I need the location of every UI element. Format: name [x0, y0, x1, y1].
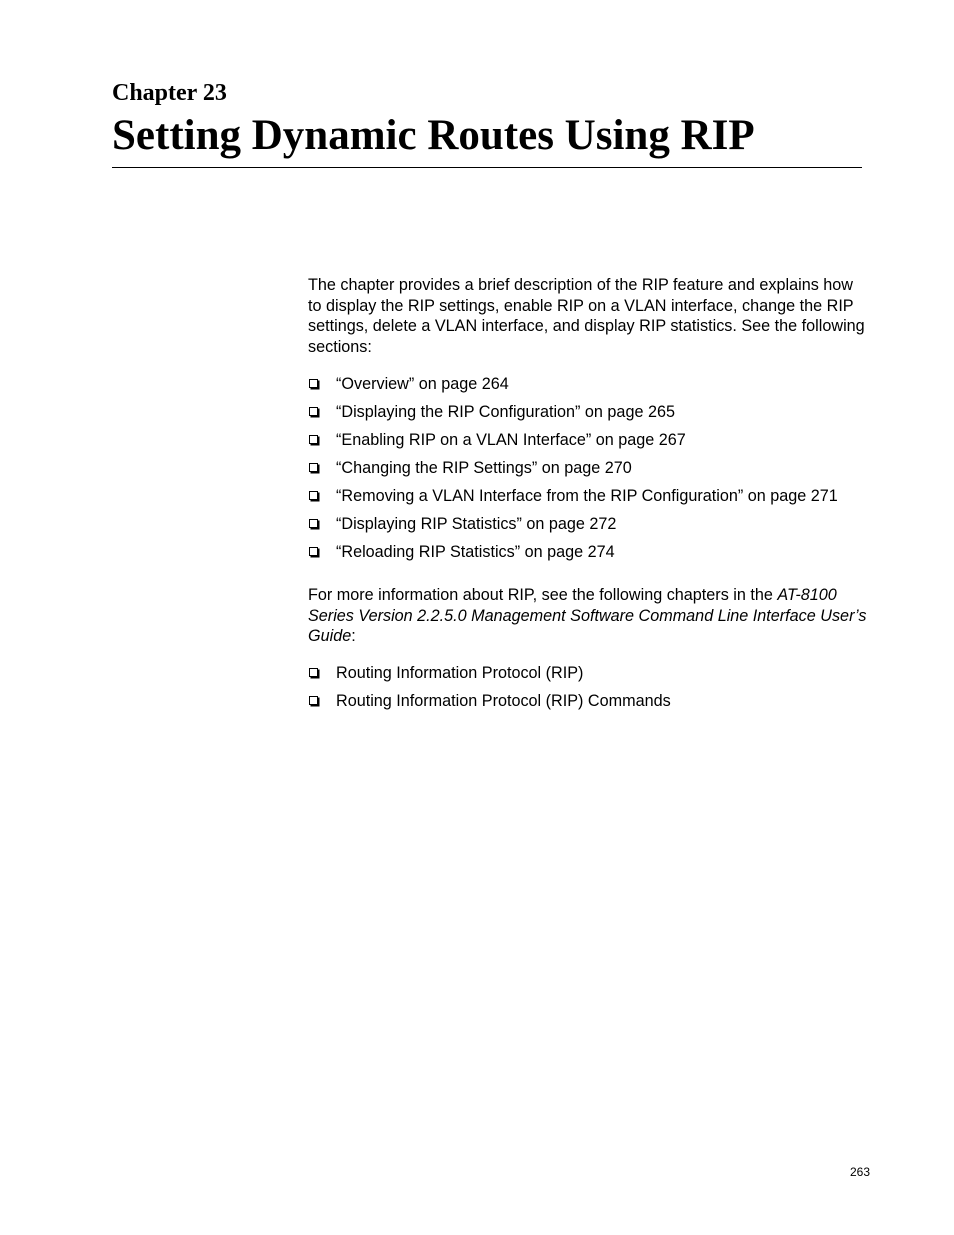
more-info-paragraph — [308, 585, 873, 647]
checkbox-bullet-icon — [309, 435, 318, 444]
section-link-label[interactable]: “Enabling RIP on a VLAN Interface” on page 267 — [336, 431, 686, 449]
more-info-suffix: : — [351, 627, 356, 645]
list-item[interactable] — [308, 402, 878, 430]
page-number: 263 — [849, 1165, 870, 1179]
list-item[interactable] — [308, 663, 878, 691]
section-link-label[interactable]: “Changing the RIP Settings” on page 270 — [336, 459, 632, 477]
list-item[interactable] — [308, 430, 878, 458]
main-content — [308, 275, 878, 719]
checkbox-bullet-icon — [309, 407, 318, 416]
more-info-prefix: For more information about RIP, see the following chapters in the — [308, 586, 778, 604]
chapter-label: Chapter 23 — [112, 80, 227, 106]
list-item[interactable] — [308, 542, 878, 570]
list-item[interactable] — [308, 374, 878, 402]
section-link-label[interactable]: “Overview” on page 264 — [336, 375, 509, 393]
section-link-label[interactable]: “Reloading RIP Statistics” on page 274 — [336, 543, 615, 561]
list-item[interactable] — [308, 691, 878, 719]
intro-paragraph: The chapter provides a brief description of the RIP feature and explains how to display the RIP settings, enable RIP on a VLAN interface, change the RIP settings, delete a VLAN interface, and display RIP statistics. See the following sections: — [308, 276, 865, 356]
section-link-label[interactable]: “Removing a VLAN Interface from the RIP Configuration” on page 271 — [336, 487, 838, 505]
list-item[interactable] — [308, 514, 878, 542]
checkbox-bullet-icon — [309, 668, 318, 677]
section-link-label[interactable]: “Displaying RIP Statistics” on page 272 — [336, 515, 617, 533]
checkbox-bullet-icon — [309, 519, 318, 528]
page-title: Setting Dynamic Routes Using RIP — [112, 112, 755, 159]
chapter-list — [308, 663, 878, 719]
checkbox-bullet-icon — [309, 547, 318, 556]
title-divider — [112, 167, 862, 168]
checkbox-bullet-icon — [309, 491, 318, 500]
list-item[interactable] — [308, 458, 878, 486]
chapter-reference-label[interactable]: Routing Information Protocol (RIP) — [336, 663, 584, 682]
checkbox-bullet-icon — [309, 379, 318, 388]
list-item[interactable] — [308, 486, 878, 514]
section-link-label[interactable]: “Displaying the RIP Configuration” on page 265 — [336, 403, 675, 421]
chapter-reference-label[interactable]: Routing Information Protocol (RIP) Commands — [336, 691, 671, 710]
section-list — [308, 374, 878, 570]
guide-title: AT-8100 Series Version 2.2.5.0 Management Software Command Line Interface User’s Guide — [308, 586, 867, 645]
checkbox-bullet-icon — [309, 463, 318, 472]
checkbox-bullet-icon — [309, 696, 318, 705]
